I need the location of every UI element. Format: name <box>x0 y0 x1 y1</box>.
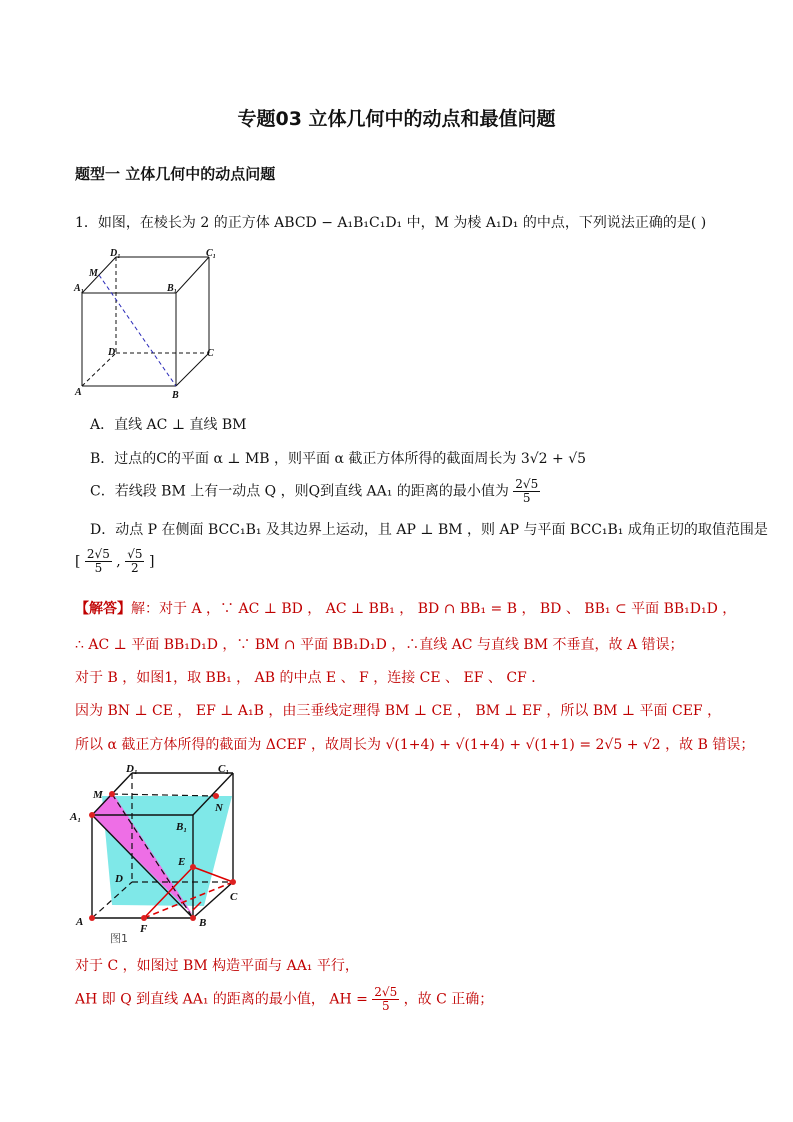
label-A1: A₁ <box>70 811 82 823</box>
label-A1: A₁ <box>74 283 85 294</box>
frac-den: 2 <box>131 561 139 575</box>
label-D1: D₁ <box>126 763 138 775</box>
answer-text: 解：对于 A ，∵ AC ⊥ BD ， AC ⊥ BB₁ ， BD ∩ BB₁ = B ， BD 、 BB₁ ⊂ 平面 BB₁D₁D ， <box>131 601 737 617</box>
point-A <box>89 915 95 921</box>
range-upper <box>125 548 144 575</box>
label-C: C <box>230 891 238 903</box>
option-c <box>90 478 540 505</box>
range-lower <box>85 548 112 575</box>
label-F: F <box>140 923 148 935</box>
frac-den: 5 <box>522 491 531 505</box>
option-d-range <box>75 548 154 575</box>
answer-line-1 <box>75 598 736 618</box>
label-E: E <box>178 856 186 868</box>
label-C1: C₁ <box>218 763 230 775</box>
option-c-fraction <box>513 478 540 505</box>
answer-line-7-post: ，故 C 正确； <box>403 991 494 1008</box>
cube1-edge <box>176 257 209 293</box>
answer-line-6: 对于 C ，如图过 BM 构造平面与 AA₁ 平行， <box>75 958 359 974</box>
label-B: B <box>172 390 179 401</box>
label-A: A <box>76 916 84 928</box>
answer-head: 【解答】 <box>75 601 131 617</box>
figure-caption: 图1 <box>110 932 128 945</box>
page-title: 专题03 立体几何中的动点和最值问题 <box>237 108 556 130</box>
segment-MN <box>112 794 216 796</box>
answer-line-4: 因为 BN ⊥ CE ， EF ⊥ A₁B ，由三垂线定理得 BM ⊥ CE ， BM ⊥ EF ，所以 BM ⊥ 平面 CEF ， <box>75 703 722 719</box>
label-C: C <box>207 348 214 359</box>
label-M: M <box>89 268 98 279</box>
frac-den: 5 <box>381 999 390 1013</box>
segment-BM <box>99 275 176 386</box>
label-B1: B₁ <box>176 821 188 833</box>
answer-line-2: ∴ AC ⊥ 平面 BB₁D₁D ，∵ BM ∩ 平面 BB₁D₁D ，∴直线 AC 与直线 BM 不垂直，故 A 错误； <box>75 637 684 653</box>
point-C <box>230 879 236 885</box>
label-B1: B₁ <box>167 283 178 294</box>
answer-line-5: 所以 α 截正方体所得的截面为 ΔCEF ，故周长为 √(1+4) + √(1+4) + √(1+1) = 2√5 + √2 ，故 B 错误； <box>75 737 755 753</box>
point-A1 <box>89 812 95 818</box>
label-D: D <box>108 347 116 358</box>
answer-line-7-pre: AH 即 Q 到直线 AA₁ 的距离的最小值， AH = <box>75 991 368 1008</box>
cube1-edge <box>176 353 209 386</box>
frac-num: 2√5 <box>374 985 398 999</box>
option-b: B．过点的C的平面 α ⊥ MB ，则平面 α 截正方体所得的截面周长为 3√2 + √5 <box>90 451 587 467</box>
point-F <box>141 915 147 921</box>
range-open: [ <box>75 553 81 570</box>
label-M: M <box>93 789 103 801</box>
label-N: N <box>215 802 223 814</box>
figure-cube-1 <box>72 243 232 403</box>
option-d: D．动点 P 在侧面 BCC₁B₁ 及其边界上运动，且 AP ⊥ BM ，则 AP 与平面 BCC₁B₁ 成角正切的取值范围是 <box>90 522 768 538</box>
point-E <box>190 864 196 870</box>
frac-num: √5 <box>127 547 143 561</box>
answer-line-7 <box>75 986 493 1013</box>
frac-num: 2√5 <box>515 477 539 491</box>
frac-den: 5 <box>94 561 103 575</box>
frac-num: 2√5 <box>86 547 110 561</box>
option-a: A．直线 AC ⊥ 直线 BM <box>90 417 247 433</box>
label-D1: D₁ <box>110 248 121 259</box>
point-N <box>213 793 219 799</box>
answer-line-7-fraction <box>372 986 399 1013</box>
point-M <box>109 791 115 797</box>
label-D: D <box>115 873 123 885</box>
answer-line-3: 对于 B ，如图1，取 BB₁ ， AB 的中点 E 、 F ，连接 CE 、 EF 、 CF ． <box>75 670 546 686</box>
figure-cube-2 <box>68 760 248 950</box>
label-B: B <box>199 917 207 929</box>
range-close: ] <box>148 553 155 570</box>
label-A: A <box>75 387 82 398</box>
option-c-text: C．若线段 BM 上有一动点 Q ，则Q到直线 AA₁ 的距离的最小值为 <box>90 483 509 500</box>
label-C1: C₁ <box>206 248 217 259</box>
point-B <box>190 915 196 921</box>
question-stem: 1．如图，在棱长为 2 的正方体 ABCD − A₁B₁C₁D₁ 中，M 为棱 A₁D₁ 的中点，下列说法正确的是( ) <box>75 215 707 231</box>
section-heading: 题型一 立体几何中的动点问题 <box>75 165 276 183</box>
range-sep: , <box>116 553 121 570</box>
